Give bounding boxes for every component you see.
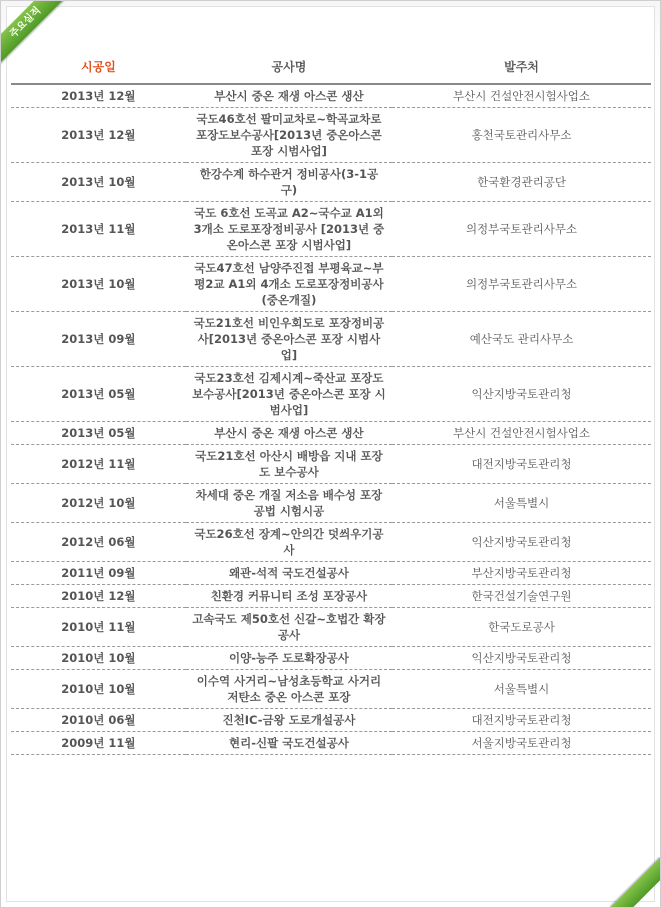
cell-project-name: 부산시 중온 재생 아스콘 생산: [186, 84, 392, 108]
table-row: [11, 562, 651, 585]
table-row: [11, 108, 651, 163]
cell-date: 2013년 05월: [11, 367, 186, 422]
cell-client: 부산지방국토관리청: [392, 562, 651, 585]
cell-project-name: 이수역 사거리~남성초등학교 사거리 저탄소 중온 아스콘 포장: [186, 670, 392, 709]
table-row: [11, 484, 651, 523]
cell-client: 의정부국토관리사무소: [392, 202, 651, 257]
cell-client: 익산지방국토관리청: [392, 647, 651, 670]
header-client[interactable]: 발주처: [392, 49, 651, 84]
cell-project-name: 부산시 중온 재생 아스콘 생산: [186, 422, 392, 445]
cell-date: 2012년 11월: [11, 445, 186, 484]
cell-project-name: 이양-능주 도로확장공사: [186, 647, 392, 670]
table-row: [11, 445, 651, 484]
cell-date: 2009년 11월: [11, 732, 186, 755]
cell-date: 2012년 06월: [11, 523, 186, 562]
table-row: [11, 709, 651, 732]
cell-date: 2010년 06월: [11, 709, 186, 732]
cell-client: 부산시 건설안전시험사업소: [392, 84, 651, 108]
cell-client: 서울특별시: [392, 484, 651, 523]
table-row: [11, 312, 651, 367]
cell-project-name: 진천IC-금왕 도로개설공사: [186, 709, 392, 732]
cell-date: 2013년 10월: [11, 163, 186, 202]
cell-project-name: 국도 6호선 도곡교 A2~국수교 A1외 3개소 도로포장정비공사 [2013년 중온아스콘 포장 시범사업]: [186, 202, 392, 257]
corner-decoration: [610, 857, 660, 907]
cell-project-name: 국도21호선 비인우회도로 포장정비공사[2013년 중온아스콘 포장 시범사업]: [186, 312, 392, 367]
cell-date: 2013년 09월: [11, 312, 186, 367]
cell-project-name: 고속국도 제50호선 신갈~호법간 확장공사: [186, 608, 392, 647]
cell-client: 한국환경관리공단: [392, 163, 651, 202]
cell-client: 한국도로공사: [392, 608, 651, 647]
table-row: [11, 367, 651, 422]
cell-project-name: 현리-신팔 국도건설공사: [186, 732, 392, 755]
cell-date: 2010년 12월: [11, 585, 186, 608]
table-row: [11, 163, 651, 202]
cell-date: 2013년 12월: [11, 108, 186, 163]
table-row: [11, 647, 651, 670]
cell-date: 2010년 10월: [11, 647, 186, 670]
cell-client: 익산지방국토관리청: [392, 523, 651, 562]
projects-table: [11, 49, 651, 755]
table-row: [11, 585, 651, 608]
badge-label: 주요실적: [1, 1, 65, 65]
cell-date: 2013년 11월: [11, 202, 186, 257]
cell-client: 한국건설기술연구원: [392, 585, 651, 608]
cell-client: 서울특별시: [392, 670, 651, 709]
cell-client: 의정부국토관리사무소: [392, 257, 651, 312]
cell-date: 2013년 05월: [11, 422, 186, 445]
header-name[interactable]: 공사명: [186, 49, 392, 84]
cell-date: 2011년 09월: [11, 562, 186, 585]
table-row: [11, 670, 651, 709]
cell-client: 대전지방국토관리청: [392, 445, 651, 484]
table-row: [11, 732, 651, 755]
table-body: [11, 84, 651, 755]
table-row: [11, 84, 651, 108]
cell-date: 2013년 10월: [11, 257, 186, 312]
cell-project-name: 국도23호선 김제시계~죽산교 포장도 보수공사[2013년 중온아스콘 포장 시범사업]: [186, 367, 392, 422]
cell-client: 서울지방국토관리청: [392, 732, 651, 755]
cell-date: 2010년 10월: [11, 670, 186, 709]
cell-client: 익산지방국토관리청: [392, 367, 651, 422]
cell-project-name: 한강수계 하수관거 정비공사(3-1공구): [186, 163, 392, 202]
table-row: [11, 422, 651, 445]
cell-project-name: 차세대 중온 개질 저소음 배수성 포장 공법 시험시공: [186, 484, 392, 523]
cell-project-name: 왜관-석적 국도건설공사: [186, 562, 392, 585]
table-row: [11, 202, 651, 257]
cell-client: 부산시 건설안전시험사업소: [392, 422, 651, 445]
table-row: [11, 608, 651, 647]
table-row: [11, 257, 651, 312]
cell-client: 대전지방국토관리청: [392, 709, 651, 732]
cell-project-name: 국도47호선 남양주진접 부평육교~부평2교 A1외 4개소 도로포장정비공사(중온개질): [186, 257, 392, 312]
cell-client: 홍천국토관리사무소: [392, 108, 651, 163]
table-header: [11, 49, 651, 84]
cell-date: 2013년 12월: [11, 84, 186, 108]
cell-date: 2010년 11월: [11, 608, 186, 647]
cell-client: 예산국도 관리사무소: [392, 312, 651, 367]
cell-date: 2012년 10월: [11, 484, 186, 523]
cell-project-name: 국도46호선 팔미교차로~학곡교차로 포장도보수공사[2013년 중온아스콘 포장 시범사업]: [186, 108, 392, 163]
cell-project-name: 친환경 커뮤니티 조성 포장공사: [186, 585, 392, 608]
cell-project-name: 국도26호선 장계~안의간 덧씌우기공사: [186, 523, 392, 562]
cell-project-name: 국도21호선 아산시 배방읍 지내 포장도 보수공사: [186, 445, 392, 484]
table-row: [11, 523, 651, 562]
header-date[interactable]: 시공일: [11, 49, 186, 84]
